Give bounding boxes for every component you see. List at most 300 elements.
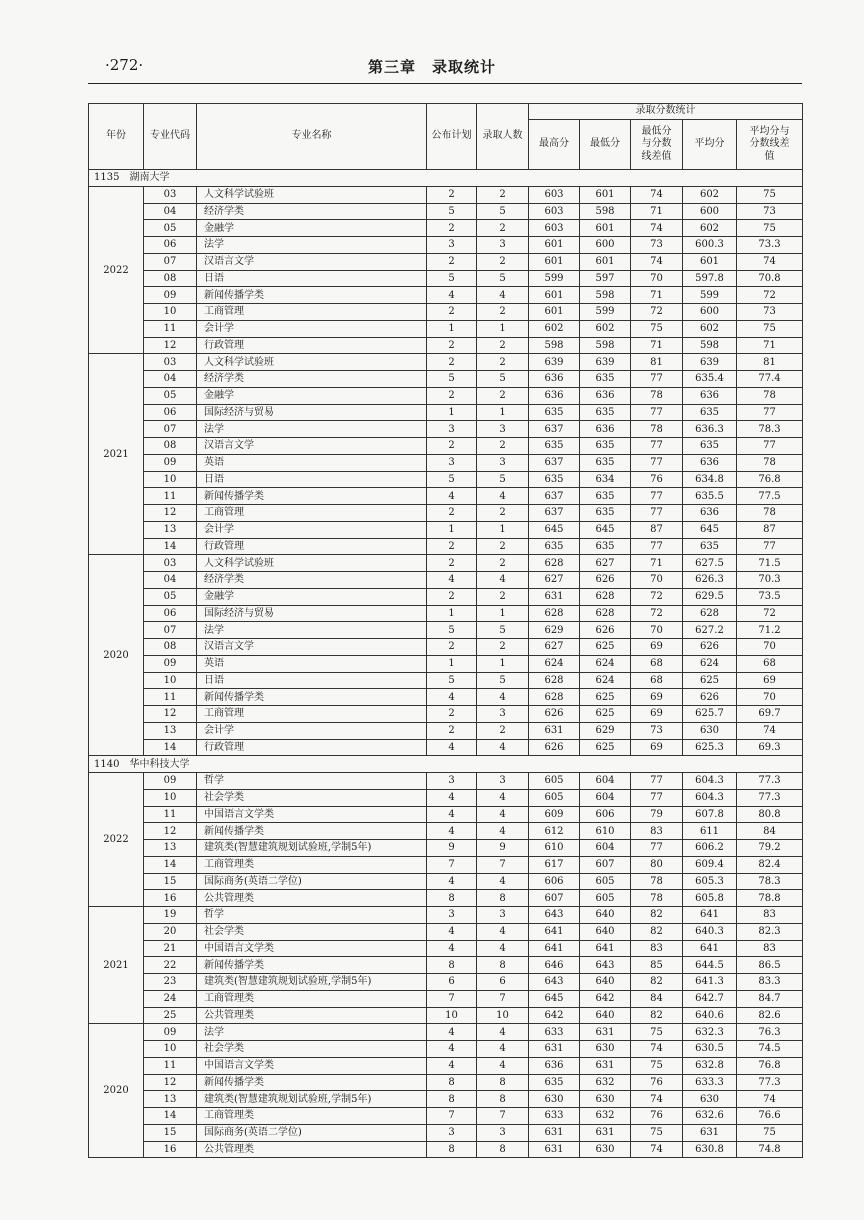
admitted-cell: 5: [477, 371, 529, 388]
year-cell: 2022: [89, 773, 144, 907]
min_diff-cell: 83: [631, 823, 683, 840]
plan-cell: 3: [427, 907, 477, 924]
table-row: [89, 990, 803, 1007]
plan-cell: 4: [427, 287, 477, 304]
avg_diff-cell: 71.5: [737, 555, 803, 572]
max-cell: 617: [529, 856, 580, 873]
max-cell: 628: [529, 605, 580, 622]
max-cell: 626: [529, 739, 580, 756]
min-cell: 606: [580, 806, 631, 823]
table-row: [89, 806, 803, 823]
name-cell: 社会学类: [197, 789, 427, 806]
min-cell: 629: [580, 722, 631, 739]
plan-cell: 7: [427, 856, 477, 873]
min-cell: 631: [580, 1024, 631, 1041]
avg_diff-cell: 72: [737, 605, 803, 622]
min_diff-cell: 74: [631, 1141, 683, 1158]
max-cell: 636: [529, 371, 580, 388]
table-row: [89, 722, 803, 739]
admitted-cell: 8: [477, 957, 529, 974]
plan-cell: 4: [427, 873, 477, 890]
name-cell: 行政管理: [197, 538, 427, 555]
plan-cell: 3: [427, 1124, 477, 1141]
code-cell: 24: [144, 990, 197, 1007]
name-cell: 行政管理: [197, 739, 427, 756]
admitted-cell: 2: [477, 337, 529, 354]
code-cell: 10: [144, 672, 197, 689]
plan-cell: 5: [427, 622, 477, 639]
max-cell: 635: [529, 471, 580, 488]
min-cell: 604: [580, 773, 631, 790]
plan-cell: 1: [427, 320, 477, 337]
min_diff-cell: 82: [631, 1007, 683, 1024]
avg_diff-cell: 77.3: [737, 789, 803, 806]
code-cell: 12: [144, 823, 197, 840]
code-cell: 11: [144, 320, 197, 337]
avg-cell: 632.3: [683, 1024, 737, 1041]
name-cell: 国际经济与贸易: [197, 605, 427, 622]
avg-cell: 636: [683, 505, 737, 522]
col-year: 年份: [89, 104, 144, 170]
min-cell: 631: [580, 1057, 631, 1074]
plan-cell: 1: [427, 655, 477, 672]
plan-cell: 8: [427, 890, 477, 907]
avg_diff-cell: 72: [737, 287, 803, 304]
code-cell: 16: [144, 1141, 197, 1158]
col-min: 最低分: [580, 120, 631, 170]
max-cell: 635: [529, 538, 580, 555]
max-cell: 601: [529, 287, 580, 304]
code-cell: 07: [144, 622, 197, 639]
admitted-cell: 3: [477, 421, 529, 438]
min_diff-cell: 77: [631, 505, 683, 522]
code-cell: 03: [144, 555, 197, 572]
max-cell: 603: [529, 203, 580, 220]
name-cell: 行政管理: [197, 337, 427, 354]
col-stats-group: 录取分数统计: [529, 104, 803, 120]
table-row: [89, 387, 803, 404]
avg_diff-cell: 74.5: [737, 1041, 803, 1058]
table-row: [89, 856, 803, 873]
min-cell: 632: [580, 1074, 631, 1091]
plan-cell: 5: [427, 270, 477, 287]
plan-cell: 2: [427, 706, 477, 723]
avg_diff-cell: 69.7: [737, 706, 803, 723]
min-cell: 635: [580, 488, 631, 505]
admitted-cell: 4: [477, 488, 529, 505]
min_diff-cell: 76: [631, 1108, 683, 1125]
min_diff-cell: 77: [631, 438, 683, 455]
min_diff-cell: 79: [631, 806, 683, 823]
min-cell: 601: [580, 220, 631, 237]
admitted-cell: 10: [477, 1007, 529, 1024]
min_diff-cell: 75: [631, 1057, 683, 1074]
min-cell: 630: [580, 1091, 631, 1108]
name-cell: 金融学: [197, 588, 427, 605]
admitted-cell: 2: [477, 505, 529, 522]
avg-cell: 627.2: [683, 622, 737, 639]
name-cell: 工商管理: [197, 706, 427, 723]
min_diff-cell: 73: [631, 237, 683, 254]
min-cell: 626: [580, 622, 631, 639]
max-cell: 631: [529, 722, 580, 739]
avg-cell: 600: [683, 304, 737, 321]
min-cell: 635: [580, 404, 631, 421]
max-cell: 627: [529, 572, 580, 589]
min_diff-cell: 82: [631, 974, 683, 991]
min-cell: 625: [580, 739, 631, 756]
university-section-row: [89, 170, 803, 187]
avg_diff-cell: 80.8: [737, 806, 803, 823]
max-cell: 643: [529, 974, 580, 991]
min-cell: 628: [580, 605, 631, 622]
name-cell: 建筑类(智慧建筑规划试验班,学制5年): [197, 1091, 427, 1108]
name-cell: 建筑类(智慧建筑规划试验班,学制5年): [197, 974, 427, 991]
min-cell: 597: [580, 270, 631, 287]
min-cell: 640: [580, 974, 631, 991]
page-number: ·272·: [105, 56, 144, 74]
min-cell: 598: [580, 287, 631, 304]
name-cell: 会计学: [197, 722, 427, 739]
name-cell: 人文科学试验班: [197, 354, 427, 371]
table-row: [89, 471, 803, 488]
min_diff-cell: 81: [631, 354, 683, 371]
admitted-cell: 8: [477, 1074, 529, 1091]
max-cell: 635: [529, 438, 580, 455]
min_diff-cell: 74: [631, 253, 683, 270]
name-cell: 法学: [197, 622, 427, 639]
avg_diff-cell: 75: [737, 1124, 803, 1141]
plan-cell: 3: [427, 454, 477, 471]
max-cell: 631: [529, 1041, 580, 1058]
max-cell: 628: [529, 672, 580, 689]
code-cell: 08: [144, 639, 197, 656]
code-cell: 09: [144, 454, 197, 471]
name-cell: 中国语言文学类: [197, 940, 427, 957]
table-row: [89, 689, 803, 706]
admitted-cell: 4: [477, 940, 529, 957]
max-cell: 635: [529, 404, 580, 421]
min_diff-cell: 76: [631, 1074, 683, 1091]
plan-cell: 2: [427, 354, 477, 371]
max-cell: 599: [529, 270, 580, 287]
table-row: [89, 572, 803, 589]
avg-cell: 636.3: [683, 421, 737, 438]
avg-cell: 641.3: [683, 974, 737, 991]
max-cell: 641: [529, 940, 580, 957]
table-row: [89, 672, 803, 689]
name-cell: 新闻传播学类: [197, 488, 427, 505]
admitted-cell: 2: [477, 186, 529, 203]
avg-cell: 642.7: [683, 990, 737, 1007]
min-cell: 643: [580, 957, 631, 974]
avg_diff-cell: 83: [737, 940, 803, 957]
max-cell: 605: [529, 789, 580, 806]
table-row: [89, 337, 803, 354]
min_diff-cell: 71: [631, 555, 683, 572]
name-cell: 中国语言文学类: [197, 806, 427, 823]
min-cell: 604: [580, 840, 631, 857]
admitted-cell: 4: [477, 1057, 529, 1074]
min-cell: 636: [580, 421, 631, 438]
avg_diff-cell: 76.3: [737, 1024, 803, 1041]
max-cell: 645: [529, 990, 580, 1007]
avg_diff-cell: 77: [737, 438, 803, 455]
name-cell: 社会学类: [197, 1041, 427, 1058]
avg_diff-cell: 76.8: [737, 1057, 803, 1074]
year-cell: 2021: [89, 907, 144, 1024]
avg-cell: 600: [683, 203, 737, 220]
min_diff-cell: 83: [631, 940, 683, 957]
min_diff-cell: 69: [631, 639, 683, 656]
code-cell: 05: [144, 220, 197, 237]
code-cell: 14: [144, 538, 197, 555]
table-row: [89, 488, 803, 505]
code-cell: 10: [144, 304, 197, 321]
avg-cell: 625: [683, 672, 737, 689]
plan-cell: 4: [427, 1057, 477, 1074]
name-cell: 哲学: [197, 773, 427, 790]
name-cell: 工商管理类: [197, 990, 427, 1007]
name-cell: 汉语言文学: [197, 438, 427, 455]
min_diff-cell: 78: [631, 873, 683, 890]
table-row: [89, 706, 803, 723]
table-row: [89, 789, 803, 806]
min-cell: 625: [580, 689, 631, 706]
admitted-cell: 4: [477, 689, 529, 706]
code-cell: 11: [144, 806, 197, 823]
min-cell: 640: [580, 1007, 631, 1024]
name-cell: 工商管理类: [197, 856, 427, 873]
name-cell: 国际商务(英语二学位): [197, 873, 427, 890]
admitted-cell: 3: [477, 1124, 529, 1141]
admitted-cell: 2: [477, 354, 529, 371]
admitted-cell: 3: [477, 237, 529, 254]
code-cell: 07: [144, 421, 197, 438]
avg-cell: 635: [683, 538, 737, 555]
plan-cell: 5: [427, 203, 477, 220]
admitted-cell: 5: [477, 203, 529, 220]
max-cell: 612: [529, 823, 580, 840]
min_diff-cell: 70: [631, 572, 683, 589]
min_diff-cell: 82: [631, 907, 683, 924]
name-cell: 公共管理类: [197, 890, 427, 907]
name-cell: 经济学类: [197, 371, 427, 388]
table-row: [89, 605, 803, 622]
min_diff-cell: 77: [631, 454, 683, 471]
chapter-title: 第三章 录取统计: [367, 58, 496, 76]
name-cell: 新闻传播学类: [197, 823, 427, 840]
avg-cell: 604.3: [683, 789, 737, 806]
max-cell: 643: [529, 907, 580, 924]
plan-cell: 4: [427, 689, 477, 706]
table-row: [89, 203, 803, 220]
name-cell: 汉语言文学: [197, 639, 427, 656]
year-cell: 2020: [89, 555, 144, 756]
col-plan: 公布计划: [427, 104, 477, 170]
min-cell: 627: [580, 555, 631, 572]
avg_diff-cell: 84.7: [737, 990, 803, 1007]
avg-cell: 625.7: [683, 706, 737, 723]
admitted-cell: 1: [477, 655, 529, 672]
plan-cell: 2: [427, 304, 477, 321]
avg_diff-cell: 76.8: [737, 471, 803, 488]
avg_diff-cell: 86.5: [737, 957, 803, 974]
min-cell: 601: [580, 186, 631, 203]
avg-cell: 600.3: [683, 237, 737, 254]
code-cell: 15: [144, 873, 197, 890]
min_diff-cell: 71: [631, 287, 683, 304]
admitted-cell: 2: [477, 220, 529, 237]
admitted-cell: 5: [477, 622, 529, 639]
min_diff-cell: 74: [631, 186, 683, 203]
avg_diff-cell: 82.3: [737, 923, 803, 940]
code-cell: 19: [144, 907, 197, 924]
admitted-cell: 5: [477, 471, 529, 488]
min_diff-cell: 77: [631, 488, 683, 505]
max-cell: 603: [529, 220, 580, 237]
admitted-cell: 1: [477, 605, 529, 622]
min_diff-cell: 85: [631, 957, 683, 974]
min_diff-cell: 73: [631, 722, 683, 739]
col-max: 最高分: [529, 120, 580, 170]
min_diff-cell: 76: [631, 471, 683, 488]
admitted-cell: 2: [477, 538, 529, 555]
name-cell: 英语: [197, 655, 427, 672]
name-cell: 日语: [197, 471, 427, 488]
code-cell: 06: [144, 237, 197, 254]
plan-cell: 5: [427, 471, 477, 488]
min-cell: 607: [580, 856, 631, 873]
min-cell: 642: [580, 990, 631, 1007]
code-cell: 13: [144, 840, 197, 857]
plan-cell: 2: [427, 220, 477, 237]
code-cell: 03: [144, 186, 197, 203]
max-cell: 631: [529, 1141, 580, 1158]
min-cell: 602: [580, 320, 631, 337]
avg-cell: 606.2: [683, 840, 737, 857]
avg_diff-cell: 73: [737, 203, 803, 220]
min-cell: 636: [580, 387, 631, 404]
year-cell: 2022: [89, 186, 144, 354]
max-cell: 606: [529, 873, 580, 890]
plan-cell: 4: [427, 940, 477, 957]
min_diff-cell: 82: [631, 923, 683, 940]
min_diff-cell: 75: [631, 1124, 683, 1141]
name-cell: 工商管理: [197, 304, 427, 321]
min_diff-cell: 78: [631, 890, 683, 907]
plan-cell: 3: [427, 237, 477, 254]
name-cell: 社会学类: [197, 923, 427, 940]
max-cell: 635: [529, 1074, 580, 1091]
year-cell: 2021: [89, 354, 144, 555]
admitted-cell: 2: [477, 639, 529, 656]
table-row: [89, 1074, 803, 1091]
max-cell: 637: [529, 488, 580, 505]
avg-cell: 632.8: [683, 1057, 737, 1074]
avg-cell: 630: [683, 722, 737, 739]
avg_diff-cell: 73: [737, 304, 803, 321]
code-cell: 12: [144, 1074, 197, 1091]
min_diff-cell: 77: [631, 773, 683, 790]
min_diff-cell: 74: [631, 220, 683, 237]
table-row: [89, 974, 803, 991]
table-row: [89, 253, 803, 270]
min_diff-cell: 72: [631, 588, 683, 605]
max-cell: 631: [529, 588, 580, 605]
admitted-cell: 9: [477, 840, 529, 857]
table-row: [89, 505, 803, 522]
admitted-cell: 8: [477, 1141, 529, 1158]
max-cell: 601: [529, 304, 580, 321]
avg-cell: 602: [683, 220, 737, 237]
code-cell: 05: [144, 387, 197, 404]
plan-cell: 4: [427, 739, 477, 756]
code-cell: 08: [144, 438, 197, 455]
avg-cell: 635.5: [683, 488, 737, 505]
avg_diff-cell: 73.3: [737, 237, 803, 254]
col-name: 专业名称: [197, 104, 427, 170]
code-cell: 10: [144, 1041, 197, 1058]
max-cell: 631: [529, 1124, 580, 1141]
max-cell: 601: [529, 237, 580, 254]
max-cell: 633: [529, 1108, 580, 1125]
table-row: [89, 940, 803, 957]
table-row: [89, 287, 803, 304]
col-min-diff: 最低分与分数线差值: [631, 120, 683, 170]
avg_diff-cell: 74.8: [737, 1141, 803, 1158]
max-cell: 624: [529, 655, 580, 672]
avg_diff-cell: 69.3: [737, 739, 803, 756]
admitted-cell: 2: [477, 387, 529, 404]
table-row: [89, 923, 803, 940]
table-row: [89, 655, 803, 672]
name-cell: 哲学: [197, 907, 427, 924]
name-cell: 建筑类(智慧建筑规划试验班,学制5年): [197, 840, 427, 857]
admitted-cell: 3: [477, 907, 529, 924]
admitted-cell: 8: [477, 890, 529, 907]
avg_diff-cell: 87: [737, 521, 803, 538]
avg-cell: 639: [683, 354, 737, 371]
avg_diff-cell: 70.3: [737, 572, 803, 589]
code-cell: 12: [144, 706, 197, 723]
code-cell: 09: [144, 773, 197, 790]
min-cell: 635: [580, 538, 631, 555]
min_diff-cell: 71: [631, 337, 683, 354]
table-row: [89, 1108, 803, 1125]
avg-cell: 640.6: [683, 1007, 737, 1024]
code-cell: 09: [144, 1024, 197, 1041]
admitted-cell: 1: [477, 404, 529, 421]
min-cell: 630: [580, 1041, 631, 1058]
min_diff-cell: 69: [631, 739, 683, 756]
avg_diff-cell: 74: [737, 253, 803, 270]
max-cell: 642: [529, 1007, 580, 1024]
plan-cell: 1: [427, 404, 477, 421]
min-cell: 635: [580, 438, 631, 455]
max-cell: 628: [529, 555, 580, 572]
table-row: [89, 622, 803, 639]
admitted-cell: 4: [477, 873, 529, 890]
plan-cell: 4: [427, 806, 477, 823]
avg-cell: 609.4: [683, 856, 737, 873]
plan-cell: 8: [427, 1141, 477, 1158]
university-title: 1135 湖南大学: [89, 170, 803, 187]
avg-cell: 627.5: [683, 555, 737, 572]
avg_diff-cell: 78.3: [737, 421, 803, 438]
name-cell: 日语: [197, 270, 427, 287]
table-row: [89, 1141, 803, 1158]
